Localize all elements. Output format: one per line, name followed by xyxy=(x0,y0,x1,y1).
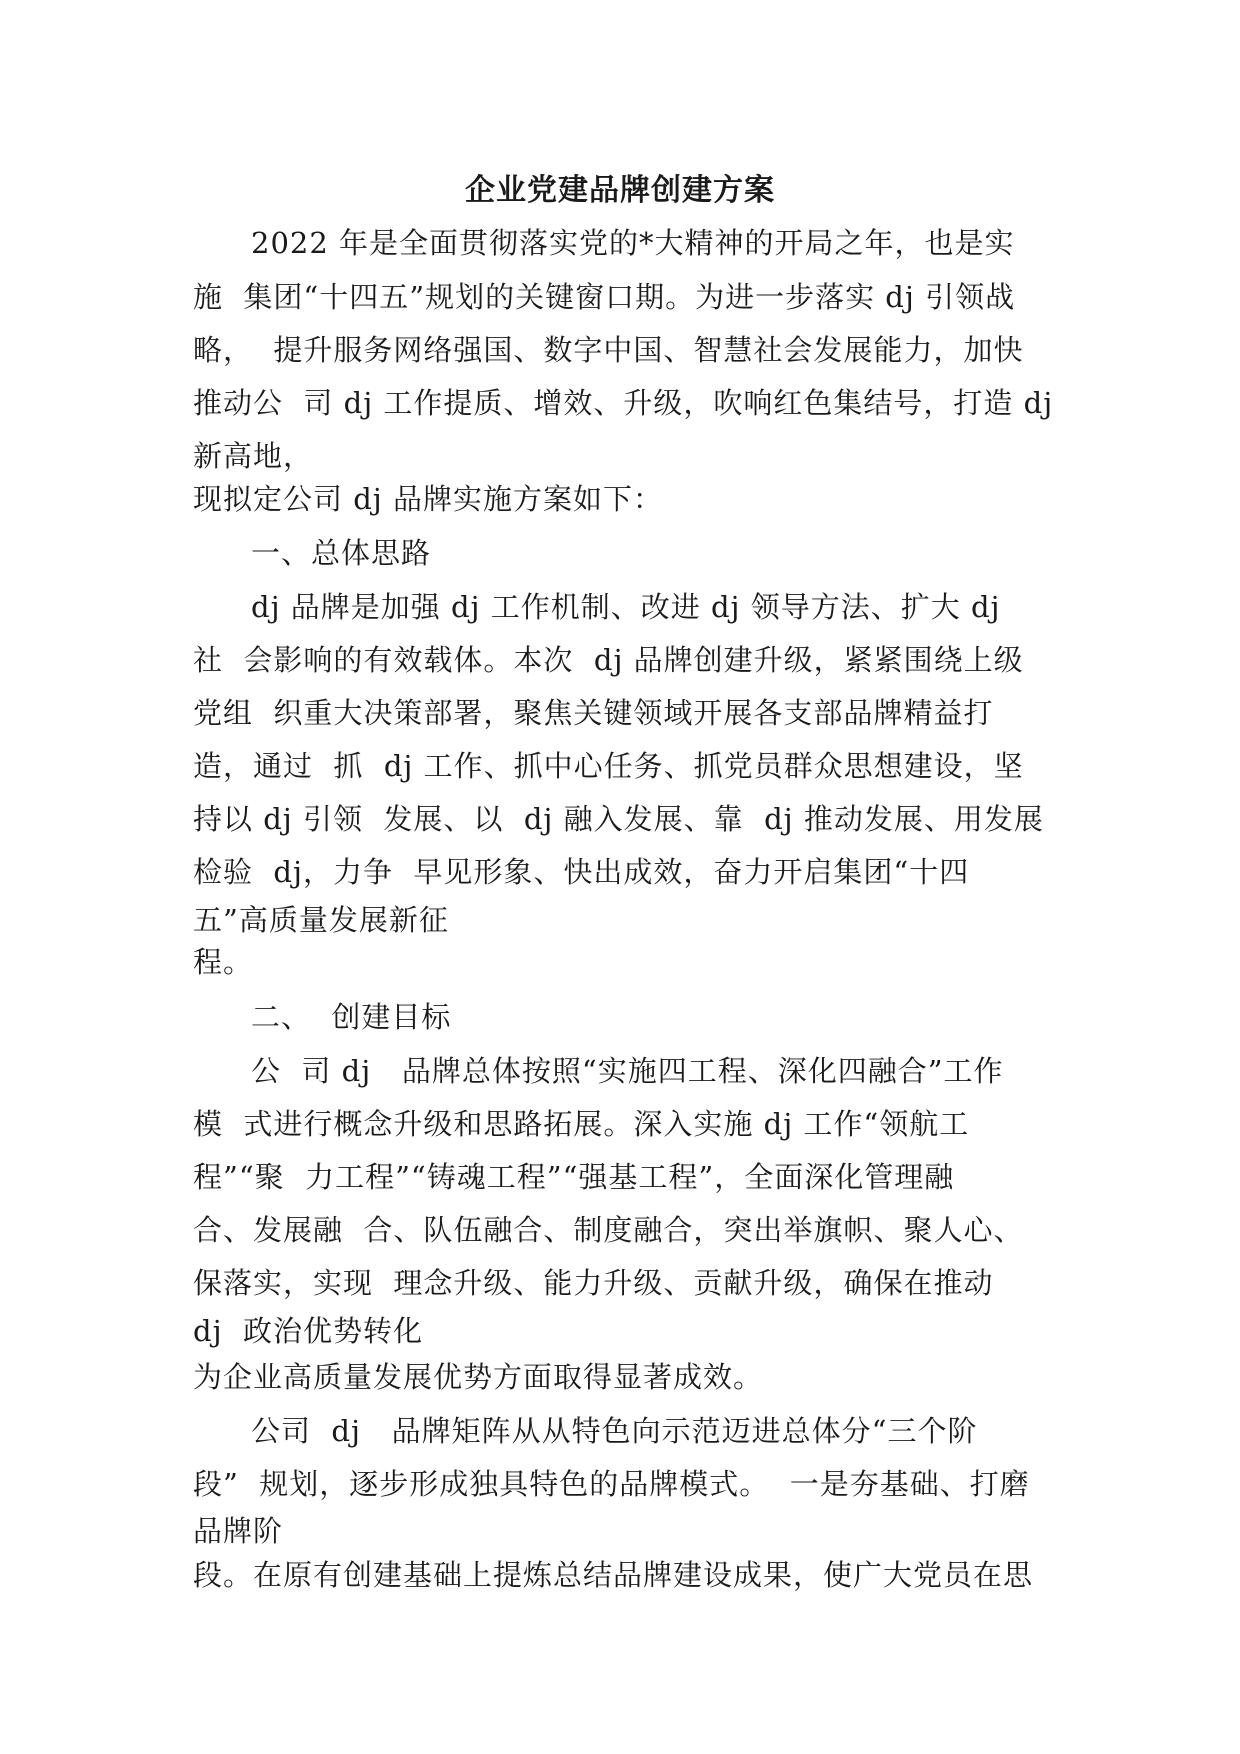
paragraph-line: 新高地， xyxy=(193,439,314,473)
paragraph-line: 合、发展融 合、队伍融合、制度融合，突出举旗帜、聚人心、 xyxy=(193,1213,1024,1247)
paragraph-line: 公司 dj 品牌矩阵从从特色向示范迈进总体分“三个阶 xyxy=(251,1414,978,1448)
paragraph-line: 模 式进行概念升级和思路拓展。深入实施 dj 工作“领航工 xyxy=(193,1107,970,1141)
paragraph-line: 造，通过 抓 dj 工作、抓中心任务、抓党员群众思想建设，坚 xyxy=(193,749,1024,783)
paragraph-line: 略， 提升服务网络强国、数字中国、智慧社会发展能力，加快 xyxy=(193,333,1024,367)
paragraph-line: 程。 xyxy=(193,945,254,979)
section-heading: 一、总体思路 xyxy=(251,536,432,570)
paragraph-line: 公 司 dj 品牌总体按照“实施四工程、深化四融合”工作 xyxy=(251,1054,1004,1088)
paragraph-line: 段。在原有创建基础上提炼总结品牌建设成果，使广大党员在思 xyxy=(193,1558,1034,1592)
paragraph-line: 五”高质量发展新征 xyxy=(193,903,449,937)
paragraph-line: 推动公 司 dj 工作提质、增效、升级，吹响红色集结号，打造 dj xyxy=(193,386,1054,420)
paragraph-line: 保落实，实现 理念升级、能力升级、贡献升级，确保在推动 xyxy=(193,1266,994,1300)
paragraph-line: 施 集团“十四五”规划的关键窗口期。为进一步落实 dj 引领战 xyxy=(193,280,1016,314)
paragraph-line: 党组 织重大决策部署，聚焦关键领域开展各支部品牌精益打 xyxy=(193,696,994,730)
paragraph-line: 社 会影响的有效载体。本次 dj 品牌创建升级，紧紧围绕上级 xyxy=(193,643,1024,677)
paragraph-line: 品牌阶 xyxy=(193,1514,284,1548)
paragraph-line: dj 品牌是加强 dj 工作机制、改进 dj 领导方法、扩大 dj xyxy=(251,590,1001,624)
paragraph-line: dj 政治优势转化 xyxy=(193,1314,423,1348)
paragraph-line: 程”“聚 力工程”“铸魂工程”“强基工程”，全面深化管理融 xyxy=(193,1160,955,1194)
paragraph-line: 检验 dj，力争 早见形象、快出成效，奋力开启集团“十四 xyxy=(193,855,970,889)
paragraph-line: 持以 dj 引领 发展、以 dj 融入发展、靠 dj 推动发展、用发展 xyxy=(193,802,1044,836)
paragraph-line: 2022 年是全面贯彻落实党的*大精神的开局之年，也是实 xyxy=(251,226,1015,260)
paragraph-line: 段” 规划，逐步形成独具特色的品牌模式。 一是夯基础、打磨 xyxy=(193,1467,1030,1501)
paragraph-line: 为企业高质量发展优势方面取得显著成效。 xyxy=(193,1360,764,1394)
paragraph-line: 现拟定公司 dj 品牌实施方案如下： xyxy=(193,482,663,516)
document-title: 企业党建品牌创建方案 xyxy=(465,173,775,208)
section-heading: 二、 创建目标 xyxy=(251,1000,452,1034)
